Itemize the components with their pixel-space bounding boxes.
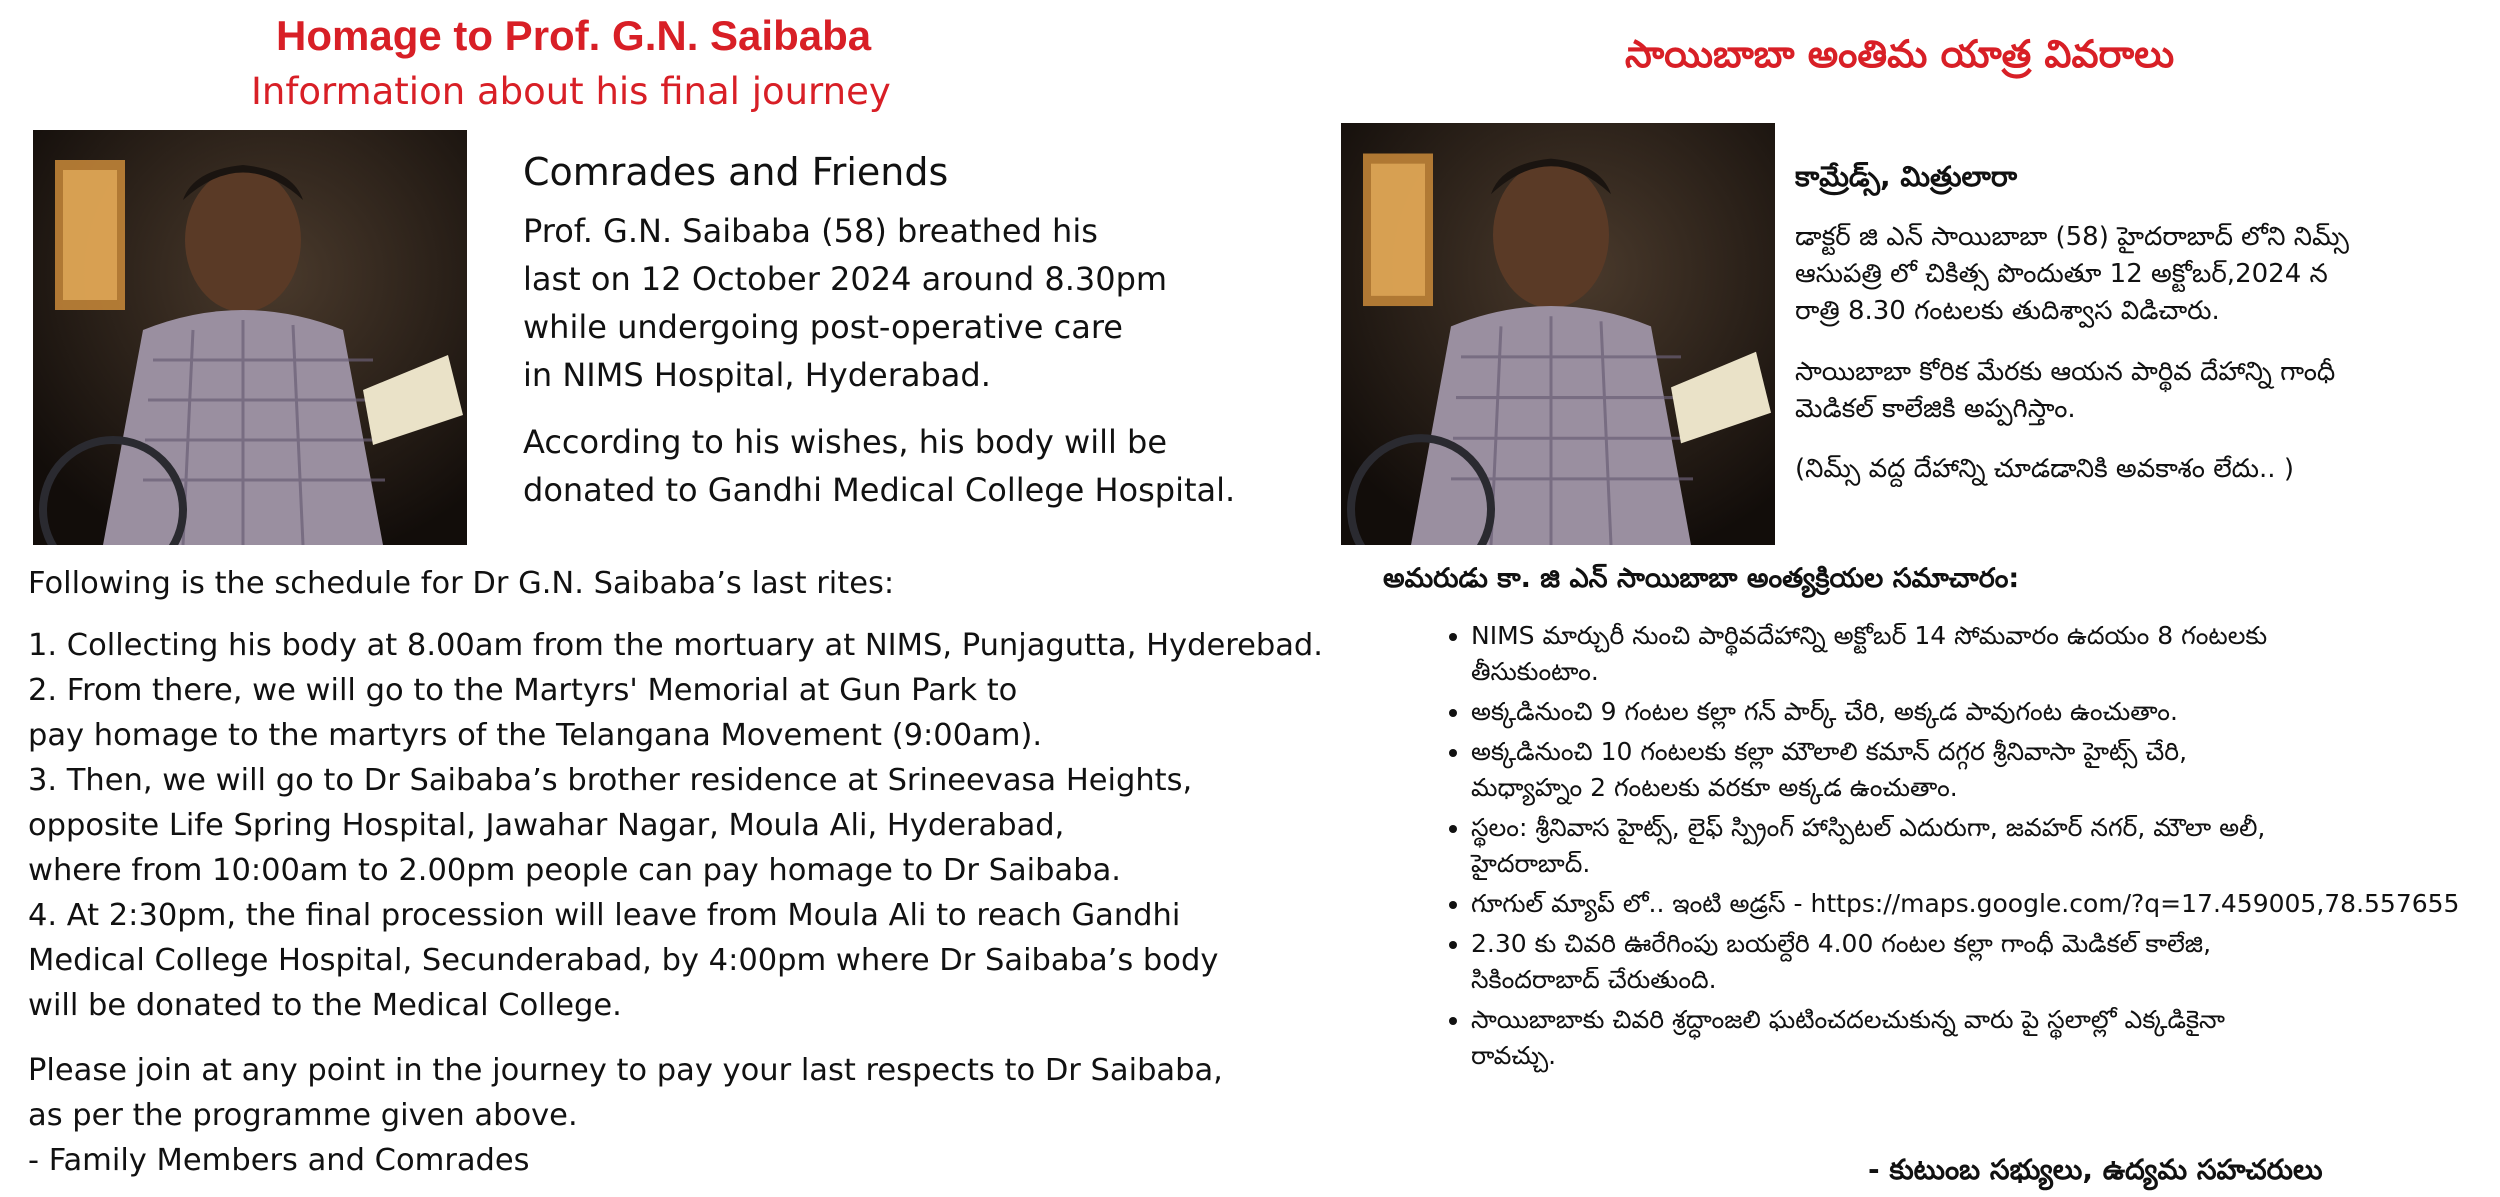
closing-line: Please join at any point in the journey to pay your last respects to Dr Saibaba, bbox=[28, 1053, 1223, 1088]
text-line: ఆసుపత్రి లో చికిత్స పొందుతూ 12 అక్టోబర్,2024 న bbox=[1795, 259, 2328, 289]
schedule-line: opposite Life Spring Hospital, Jawahar Nagar, Moula Ali, Hyderabad, bbox=[28, 808, 1065, 843]
schedule-line: where from 10:00am to 2.00pm people can pay homage to Dr Saibaba. bbox=[28, 853, 1121, 888]
text-line: donated to Gandhi Medical College Hospital. bbox=[523, 471, 1236, 509]
text-line: • అక్కడినుంచి 10 గంటలకు కల్లా మౌలాలి కమాన్ దగ్గర శ్రీనివాసా హైట్స్ చేరి, bbox=[1471, 737, 2188, 766]
schedule-list bbox=[28, 623, 1323, 1028]
text-line: • స్థలం: శ్రీనివాస హైట్స్, లైఫ్ స్ప్రింగ్ హాస్పిటల్ ఎదురుగా, జవహర్ నగర్, మౌలా అలీ, bbox=[1471, 813, 2266, 842]
text-line: • గూగుల్ మ్యాప్ లో.. ఇంటి అడ్రస్ - https://maps.google.com/?q=17.459005,78.557655 bbox=[1471, 889, 2460, 918]
telugu-signoff: - కుటుంబ సభ్యులు, ఉద్యమ సహచరులు bbox=[1868, 1153, 2323, 1186]
text-line: last on 12 October 2024 around 8.30pm bbox=[523, 260, 1168, 298]
text-line: Prof. G.N. Saibaba (58) breathed his bbox=[523, 212, 1098, 250]
text-line: in NIMS Hospital, Hyderabad. bbox=[523, 356, 991, 394]
list-item-map-link bbox=[1471, 886, 2493, 922]
schedule-line: will be donated to the Medical College. bbox=[28, 988, 622, 1023]
text-line: రాత్రి 8.30 గంటలకు తుదిశ్వాస విడిచారు. bbox=[1795, 296, 2220, 326]
telugu-schedule-list bbox=[1413, 618, 2493, 1078]
portrait-photo-right bbox=[1341, 123, 1775, 545]
text-line: • సాయిబాబాకు చివరి శ్రద్ధాంజలి ఘటించదలచుకున్న వారు పై స్థలాల్లో ఎక్కడికైనా bbox=[1471, 1005, 2225, 1034]
schedule-line: 1. Collecting his body at 8.00am from the mortuary at NIMS, Punjagutta, Hyderebad. bbox=[28, 628, 1323, 663]
intro-paragraph-1 bbox=[523, 207, 1167, 399]
telugu-note: (నిమ్స్ వద్ద దేహాన్ని చూడడానికి అవకాశం లేదు.. ) bbox=[1795, 454, 2294, 484]
telugu-paragraph-1 bbox=[1795, 219, 2349, 330]
text-line: మధ్యాహ్నం 2 గంటలకు వరకూ అక్కడ ఉంచుతాం. bbox=[1471, 773, 1958, 802]
text-line: According to his wishes, his body will be bbox=[523, 423, 1168, 461]
text-line: while undergoing post-operative care bbox=[523, 308, 1123, 346]
text-line: రావచ్చు. bbox=[1471, 1041, 1557, 1070]
schedule-line: 3. Then, we will go to Dr Saibaba’s brother residence at Srineevasa Heights, bbox=[28, 763, 1193, 798]
portrait-photo-left bbox=[33, 130, 467, 545]
left-subtitle: Information about his final journey bbox=[251, 70, 891, 113]
list-item bbox=[1471, 1002, 2493, 1074]
list-item bbox=[1471, 734, 2493, 806]
closing-line: as per the programme given above. bbox=[28, 1098, 578, 1133]
text-line: సాయిబాబా కోరిక మేరకు ఆయన పార్థివ దేహాన్ని గాంధీ bbox=[1795, 357, 2336, 387]
signature-line: - Family Members and Comrades bbox=[28, 1143, 530, 1178]
text-line: • NIMS మార్చురీ నుంచి పార్థివదేహాన్ని అక్టోబర్ 14 సోమవారం ఉదయం 8 గంటలకు bbox=[1471, 621, 2268, 650]
schedule-intro: Following is the schedule for Dr G.N. Saibaba’s last rites: bbox=[28, 566, 895, 601]
left-title: Homage to Prof. G.N. Saibaba bbox=[276, 12, 872, 59]
text-line: మెడికల్ కాలేజికి అప్పగిస్తాం. bbox=[1795, 394, 2076, 424]
list-item bbox=[1471, 810, 2493, 882]
text-line: డాక్టర్ జి ఎన్ సాయిబాబా (58) హైదరాబాద్ లోని నిమ్స్ bbox=[1795, 222, 2349, 252]
right-title: సాయిబాబా అంతిమ యాత్ర వివరాలు bbox=[1625, 32, 2175, 76]
list-item bbox=[1471, 694, 2493, 730]
text-line: • 2.30 కు చివరి ఊరేగింపు బయల్దేరి 4.00 గంటల కల్లా గాంధీ మెడికల్ కాలేజి, bbox=[1471, 929, 2212, 958]
text-line: తీసుకుంటాం. bbox=[1471, 657, 1599, 686]
telugu-paragraph-2 bbox=[1795, 354, 2335, 428]
text-line: సికిందరాబాద్ చేరుతుంది. bbox=[1471, 965, 1717, 994]
intro-paragraph-2 bbox=[523, 418, 1235, 514]
greeting: కామ్రేడ్స్, మిత్రులారా bbox=[1795, 160, 2018, 193]
list-item bbox=[1471, 618, 2493, 690]
list-item bbox=[1471, 926, 2493, 998]
text-line: • అక్కడినుంచి 9 గంటల కల్లా గన్ పార్క్ చేరి, అక్కడ పావుగంట ఉంచుతాం. bbox=[1471, 697, 2178, 726]
text-line: హైదరాబాద్. bbox=[1471, 849, 1591, 878]
schedule-line: pay homage to the martyrs of the Telangana Movement (9:00am). bbox=[28, 718, 1043, 753]
schedule-line: Medical College Hospital, Secunderabad, by 4:00pm where Dr Saibaba’s body bbox=[28, 943, 1219, 978]
closing-block bbox=[28, 1048, 1223, 1183]
schedule-line: 4. At 2:30pm, the final procession will leave from Moula Ali to reach Gandhi bbox=[28, 898, 1181, 933]
telugu-schedule-heading: అమరుడు కా. జి ఎన్ సాయిబాబా అంత్యక్రియల సమాచారం: bbox=[1383, 563, 2020, 594]
schedule-line: 2. From there, we will go to the Martyrs' Memorial at Gun Park to bbox=[28, 673, 1018, 708]
intro-heading: Comrades and Friends bbox=[523, 150, 949, 194]
